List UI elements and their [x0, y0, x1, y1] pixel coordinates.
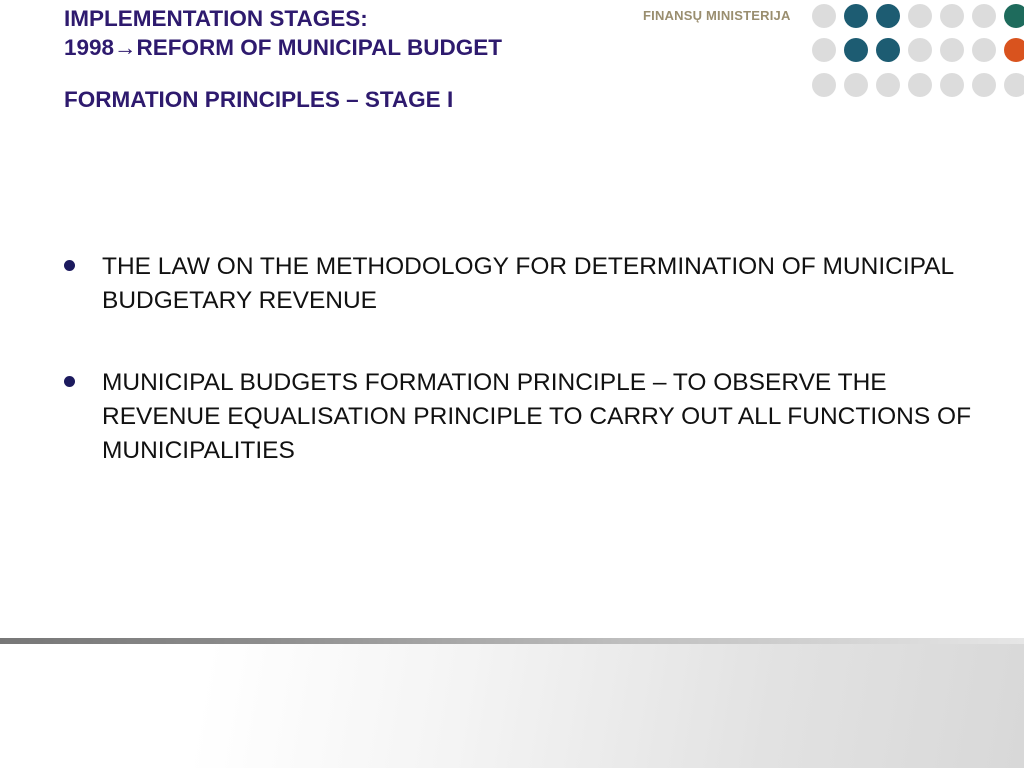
bullet-item: [64, 366, 984, 468]
dot: [844, 73, 868, 97]
dot: [1004, 73, 1024, 97]
dot: [812, 73, 836, 97]
dot: [1004, 4, 1024, 28]
dot: [844, 38, 868, 62]
bullet-icon: [64, 260, 75, 271]
slide-title: [64, 4, 644, 114]
ministry-logo-text: FINANSŲ MINISTERIJA: [643, 8, 791, 23]
footer-gradient: [0, 644, 1024, 768]
dot: [940, 38, 964, 62]
decorative-dot-grid: [812, 2, 1024, 102]
dot: [940, 4, 964, 28]
dot: [908, 38, 932, 62]
dot: [876, 38, 900, 62]
title-line-2: 1998→REFORM OF MUNICIPAL BUDGET: [64, 35, 502, 60]
bullet-icon: [64, 376, 75, 387]
dot: [972, 73, 996, 97]
dot: [812, 4, 836, 28]
bullet-item: [64, 250, 984, 318]
dot: [812, 38, 836, 62]
bullet-list: [64, 250, 984, 516]
dot: [972, 38, 996, 62]
bullet-text: MUNICIPAL BUDGETS FORMATION PRINCIPLE – TO OBSERVE THE REVENUE EQUALISATION PRINCIPLE TO CARRY OUT ALL FUNCTIONS OF MUNICIPALITIES: [102, 369, 972, 464]
bullet-text: THE LAW ON THE METHODOLOGY FOR DETERMINATION OF MUNICIPAL BUDGETARY REVENUE: [102, 253, 954, 314]
dot: [908, 73, 932, 97]
title-line-1: IMPLEMENTATION STAGES:: [64, 6, 368, 31]
dot: [876, 73, 900, 97]
dot: [844, 4, 868, 28]
dot: [908, 4, 932, 28]
dot: [940, 73, 964, 97]
title-line-3: FORMATION PRINCIPLES – STAGE I: [64, 87, 454, 112]
dot: [1004, 38, 1024, 62]
dot: [876, 4, 900, 28]
dot-grid-graphic: [812, 2, 1024, 102]
dot: [972, 4, 996, 28]
